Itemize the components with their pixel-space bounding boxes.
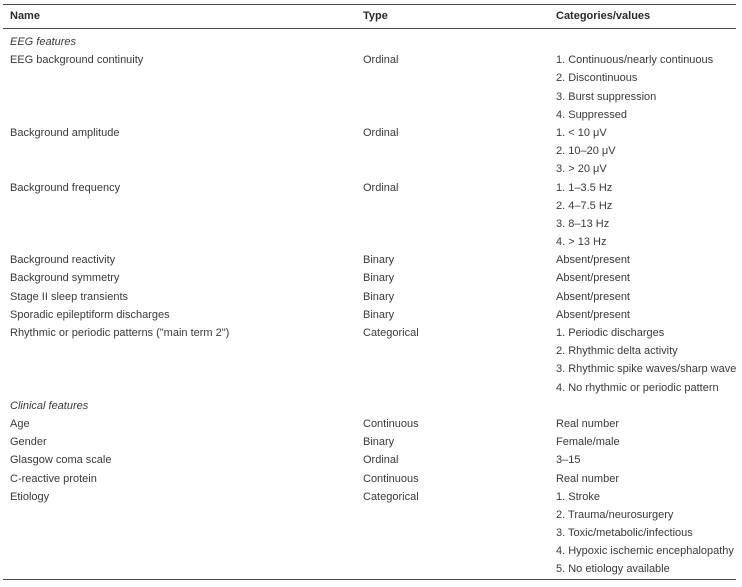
feature-type: Binary xyxy=(363,436,395,449)
bottom-rule xyxy=(3,579,736,580)
feature-values xyxy=(556,488,736,579)
table-body xyxy=(10,33,736,579)
feature-value: 2. Trauma/neurosurgery xyxy=(556,508,674,521)
feature-value: 3. Toxic/metabolic/infectious xyxy=(556,527,693,540)
feature-value: Female/male xyxy=(556,436,620,449)
table-row xyxy=(10,470,736,488)
feature-values xyxy=(556,269,736,287)
table-row xyxy=(10,269,736,287)
feature-value: 5. No etiology available xyxy=(556,563,670,576)
feature-value: 4. Hypoxic ischemic encephalopathy xyxy=(556,545,734,558)
feature-name: Background amplitude xyxy=(10,126,120,139)
feature-value: Absent/present xyxy=(556,254,630,267)
feature-type: Ordinal xyxy=(363,454,399,467)
feature-name: Age xyxy=(10,417,30,430)
feature-name: Background symmetry xyxy=(10,272,120,285)
section-heading: Clinical features xyxy=(10,399,89,412)
feature-value: 2. Discontinuous xyxy=(556,72,638,85)
table-row xyxy=(10,251,736,269)
feature-values xyxy=(556,306,736,324)
feature-type: Binary xyxy=(363,290,395,303)
table-header xyxy=(10,10,736,26)
feature-values xyxy=(556,124,736,179)
header-type: Type xyxy=(363,10,388,22)
feature-name: Background frequency xyxy=(10,181,121,194)
feature-value: 2. Rhythmic delta activity xyxy=(556,345,678,358)
feature-value: Absent/present xyxy=(556,290,630,303)
feature-value: Absent/present xyxy=(556,272,630,285)
feature-values xyxy=(556,251,736,269)
feature-value: 1. Continuous/nearly continuous xyxy=(556,54,714,67)
feature-name: Background reactivity xyxy=(10,254,116,267)
feature-values xyxy=(556,470,736,488)
table-row xyxy=(10,415,736,433)
feature-values xyxy=(556,324,736,397)
feature-values xyxy=(556,51,736,124)
feature-value: 1. Stroke xyxy=(556,490,601,503)
feature-value: 1. Periodic discharges xyxy=(556,327,665,339)
table-row xyxy=(10,433,736,451)
top-rule xyxy=(3,4,736,5)
feature-name: Stage II sleep transients xyxy=(10,290,129,303)
feature-name: EEG background continuity xyxy=(10,54,144,67)
table-row xyxy=(10,488,736,579)
feature-value: 2. 10–20 μV xyxy=(556,145,616,158)
feature-value: 4. > 13 Hz xyxy=(556,236,607,249)
feature-value: 3. Burst suppression xyxy=(556,90,657,103)
feature-value: Real number xyxy=(556,472,619,485)
feature-type: Binary xyxy=(363,308,395,321)
feature-value: 4. No rhythmic or periodic pattern xyxy=(556,381,719,394)
feature-value: 3. > 20 μV xyxy=(556,163,607,176)
table-row xyxy=(10,179,736,252)
feature-value: 3. 8–13 Hz xyxy=(556,217,610,230)
feature-name: C-reactive protein xyxy=(10,472,97,485)
feature-values xyxy=(556,415,736,433)
feature-type: Continuous xyxy=(363,472,419,485)
feature-type: Ordinal xyxy=(363,126,399,139)
feature-values xyxy=(556,433,736,451)
feature-value: 1. 1–3.5 Hz xyxy=(556,181,613,194)
feature-name: Rhythmic or periodic patterns ("main term 2") xyxy=(10,327,230,339)
feature-type: Ordinal xyxy=(363,54,399,67)
feature-name: Glasgow coma scale xyxy=(10,454,112,467)
feature-value: Real number xyxy=(556,417,619,430)
table-row xyxy=(10,51,736,124)
feature-value: 4. Suppressed xyxy=(556,108,627,121)
section-heading: EEG features xyxy=(10,36,77,48)
feature-name: Gender xyxy=(10,436,47,449)
feature-type: Ordinal xyxy=(363,181,399,194)
table-row xyxy=(10,451,736,469)
table-row xyxy=(10,306,736,324)
table-row xyxy=(10,288,736,306)
feature-type: Categorical xyxy=(363,490,419,503)
feature-value: Absent/present xyxy=(556,308,630,321)
feature-type: Binary xyxy=(363,254,395,267)
header-values: Categories/values xyxy=(556,10,651,22)
features-table xyxy=(3,0,739,587)
header-name: Name xyxy=(10,10,40,22)
feature-values xyxy=(556,288,736,306)
feature-type: Categorical xyxy=(363,327,419,339)
feature-name: Etiology xyxy=(10,490,50,503)
feature-value: 3–15 xyxy=(556,454,581,467)
feature-value: 2. 4–7.5 Hz xyxy=(556,199,613,212)
header-rule xyxy=(3,28,736,29)
feature-value: 3. Rhythmic spike waves/sharp wave xyxy=(556,363,737,376)
feature-values xyxy=(556,451,736,469)
feature-name: Sporadic epileptiform discharges xyxy=(10,308,170,321)
table-row xyxy=(10,324,736,397)
feature-type: Continuous xyxy=(363,417,419,430)
feature-type: Binary xyxy=(363,272,395,285)
feature-values xyxy=(556,179,736,252)
feature-value: 1. < 10 μV xyxy=(556,126,607,139)
table-row xyxy=(10,124,736,179)
